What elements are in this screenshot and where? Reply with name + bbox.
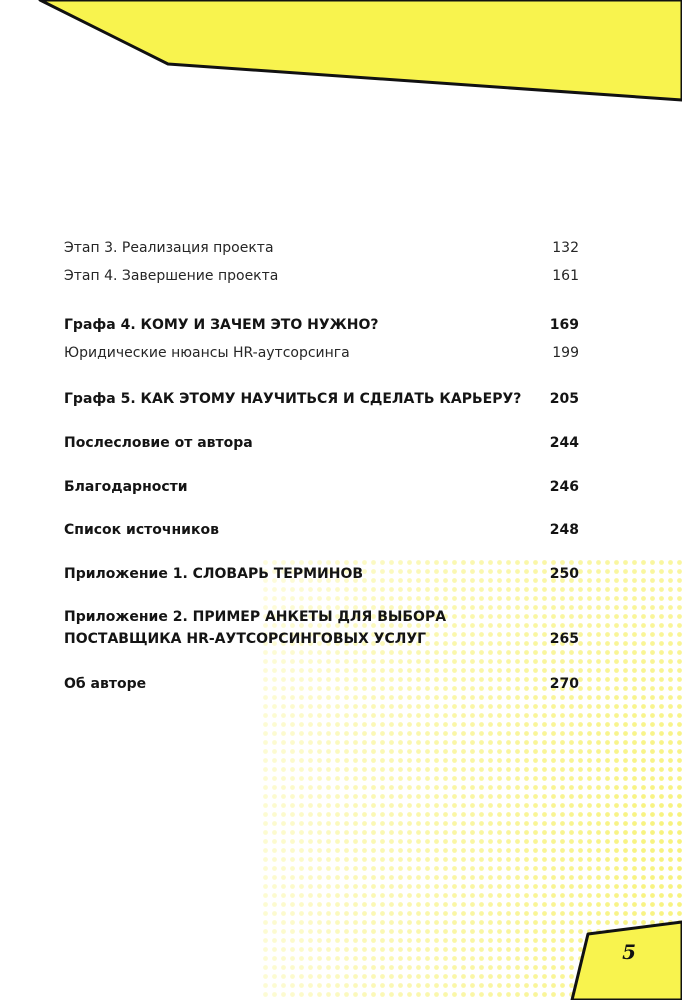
- toc-entry-page: 169: [549, 317, 579, 333]
- toc-entry-page: 246: [549, 479, 579, 495]
- top-yellow-banner: [40, 0, 682, 100]
- toc-entry-title: Графа 4. КОМУ И ЗАЧЕМ ЭТО НУЖНО?: [64, 317, 379, 333]
- toc-entry-title: Этап 4. Завершение проекта: [64, 268, 279, 284]
- toc-entry-title: Об авторе: [64, 676, 147, 692]
- page-number: 5: [622, 940, 636, 964]
- toc-entry-title: Благодарности: [64, 479, 188, 495]
- toc-entry-page: 270: [549, 676, 579, 692]
- toc-entry-page: 132: [552, 240, 579, 256]
- toc-entry-title: Список источников: [64, 522, 219, 538]
- toc-entry-title: Графа 5. КАК ЭТОМУ НАУЧИТЬСЯ И СДЕЛАТЬ КАРЬЕРУ?: [64, 391, 522, 407]
- toc-entry-title: Этап 3. Реализация проекта: [64, 240, 274, 256]
- toc-entry-page: 244: [549, 435, 579, 451]
- toc-entry-page: 161: [552, 268, 579, 284]
- toc-entry-title-continued: ПОСТАВЩИКА HR-АУТСОРСИНГОВЫХ УСЛУГ: [64, 631, 427, 647]
- toc-entry-page: 248: [549, 522, 579, 538]
- toc-entry-page: 265: [549, 631, 579, 647]
- toc-entry-title: Приложение 2. ПРИМЕР АНКЕТЫ ДЛЯ ВЫБОРА: [64, 609, 447, 625]
- toc-entry[interactable]: [64, 606, 579, 650]
- toc-entry-title: Юридические нюансы HR-аутсорсинга: [64, 345, 350, 361]
- toc-entry-page: 250: [549, 566, 579, 582]
- toc-entry-title: Приложение 1. СЛОВАРЬ ТЕРМИНОВ: [64, 566, 364, 582]
- toc-entry-title: Послесловие от автора: [64, 435, 253, 451]
- toc-entry-page: 199: [552, 345, 579, 361]
- toc-entry-page: 205: [549, 391, 579, 407]
